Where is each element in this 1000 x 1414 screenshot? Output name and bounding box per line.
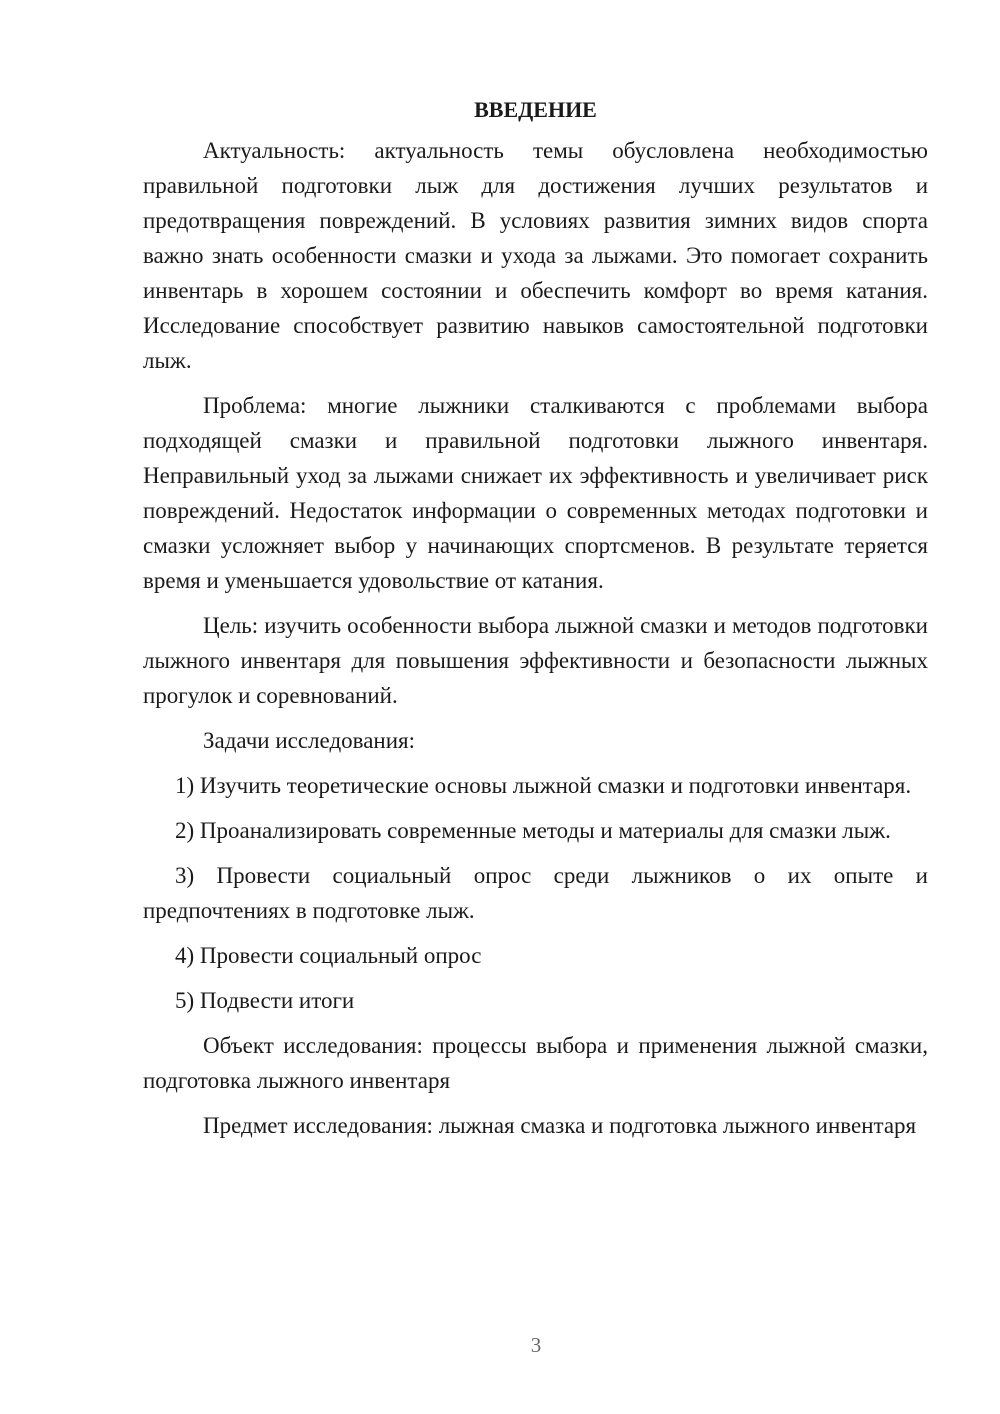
subject-paragraph: Предмет исследования: лыжная смазка и подготовка лыжного инвентаря bbox=[203, 1113, 917, 1138]
problem-paragraph: Проблема: многие лыжники сталкиваются с проблемами выбора подходящей смазки и правильной подготовки лыжного инвентаря. Неправильный уход за лыжами снижает их эффективность и увеличивает риск повреждений. Недостаток информации о современных методах подготовки и смазки усложняет выбор у начинающих спортсменов. В результате теряется время и уменьшается удовольствие от катания. bbox=[143, 393, 928, 593]
tasks-list bbox=[143, 768, 928, 1018]
task-item: 1) Изучить теоретические основы лыжной смазки и подготовки инвентаря. bbox=[175, 773, 912, 798]
task-item: 4) Провести социальный опрос bbox=[175, 943, 482, 968]
section-heading: ВВЕДЕНИЕ bbox=[474, 97, 597, 122]
goal-paragraph: Цель: изучить особенности выбора лыжной смазки и методов подготовки лыжного инвентаря для повышения эффективности и безопасности лыжных прогулок и соревнований. bbox=[143, 613, 928, 708]
task-item: 2) Проанализировать современные методы и материалы для смазки лыж. bbox=[175, 818, 891, 843]
tasks-title: Задачи исследования: bbox=[203, 728, 416, 753]
document-page bbox=[143, 92, 928, 1153]
page-number: 3 bbox=[530, 1333, 542, 1357]
object-paragraph: Объект исследования: процессы выбора и применения лыжной смазки, подготовка лыжного инвентаря bbox=[143, 1033, 928, 1093]
task-item: 5) Подвести итоги bbox=[175, 988, 355, 1013]
task-item: 3) Провести социальный опрос среди лыжников о их опыте и предпочтениях в подготовке лыж. bbox=[143, 863, 928, 923]
relevance-paragraph: Актуальность: актуальность темы обусловлена необходимостью правильной подготовки лыж для достижения лучших результатов и предотвращения повреждений. В условиях развития зимних видов спорта важно знать особенности смазки и ухода за лыжами. Это помогает сохранить инвентарь в хорошем состоянии и обеспечить комфорт во время катания. Исследование способствует развитию навыков самостоятельной подготовки лыж. bbox=[143, 138, 928, 373]
